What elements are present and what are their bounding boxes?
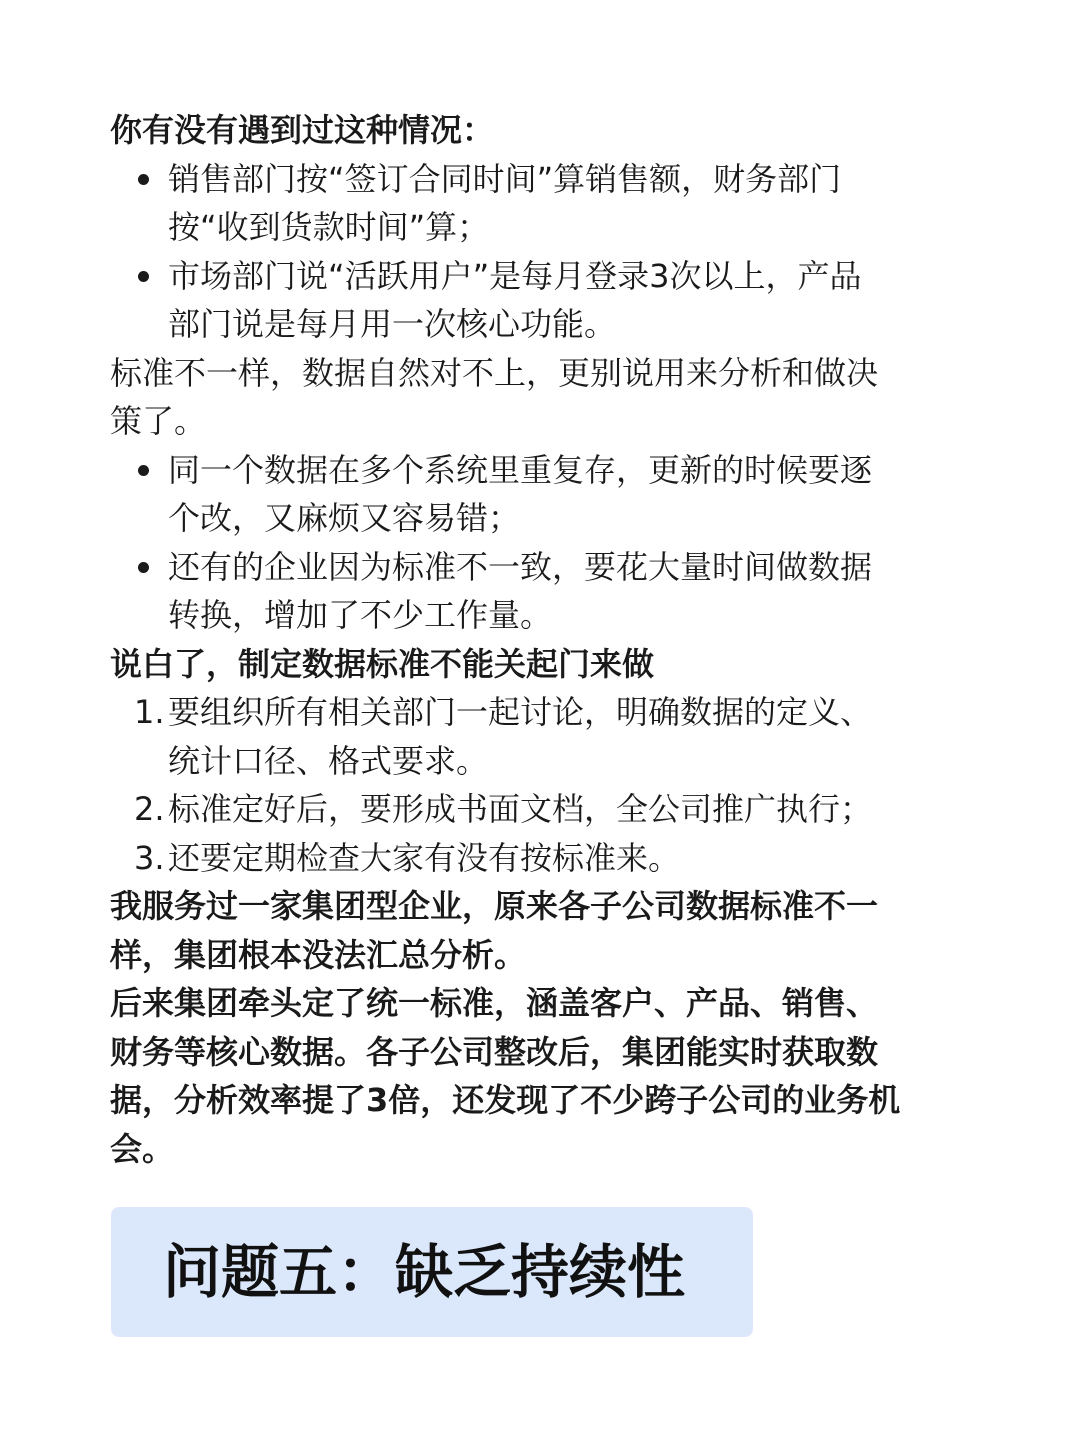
numbered-text-continued: 统计口径、格式要求。 xyxy=(168,741,489,780)
bullet-dot-icon xyxy=(138,465,149,476)
case-paragraph: 我服务过一家集团型企业，原来各子公司数据标准不一 xyxy=(110,887,879,925)
bold-summary: 说白了，制定数据标准不能关起门来做 xyxy=(110,644,655,683)
bullet-text-continued: 部门说是每月用一次核心功能。 xyxy=(168,305,617,343)
bullet-text-continued: 转换，增加了不少工作量。 xyxy=(168,596,553,634)
case-paragraph: 后来集团牵头定了统一标准，涵盖客户、产品、销售、 xyxy=(110,984,879,1022)
bullet-item xyxy=(110,252,990,301)
bullet-item xyxy=(110,446,990,495)
numbered-text: 要组织所有相关部门一起讨论，明确数据的定义、 xyxy=(168,693,873,731)
item-number: 3. xyxy=(134,838,165,877)
intro-heading: 你有没有遇到过这种情况： xyxy=(110,111,495,149)
section-heading: 问题五：缺乏持续性 xyxy=(163,1238,686,1306)
numbered-item xyxy=(110,785,990,834)
numbered-item xyxy=(110,834,990,883)
bullet-text-continued: 个改，又麻烦又容易错； xyxy=(168,499,521,537)
bullet-text: 市场部门说“活跃用户”是每月登录3次以上，产品 xyxy=(168,256,862,295)
numbered-text: 还要定期检查大家有没有按标准来。 xyxy=(168,838,681,877)
case-paragraph-continued: 会。 xyxy=(110,1129,175,1168)
case-paragraph-continued: 财务等核心数据。各子公司整改后，集团能实时获取数 xyxy=(110,1032,879,1071)
numbered-text: 标准定好后，要形成书面文档，全公司推广执行； xyxy=(168,790,873,828)
numbered-item xyxy=(110,688,990,737)
article-body xyxy=(110,106,990,1173)
item-number: 2. xyxy=(134,790,165,828)
item-number: 1. xyxy=(134,693,165,731)
case-paragraph-continued: 据，分析效率提了3倍，还发现了不少跨子公司的业务机 xyxy=(110,1081,901,1119)
bullet-text: 销售部门按“签订合同时间”算销售额，财务部门 xyxy=(168,159,842,198)
bullet-text-continued: 按“收到货款时间”算； xyxy=(168,208,490,246)
case-paragraph-continued: 样，集团根本没法汇总分析。 xyxy=(110,935,527,974)
section-heading-box xyxy=(111,1207,753,1337)
bullet-text: 同一个数据在多个系统里重复存，更新的时候要逐 xyxy=(168,450,873,489)
bullet-item xyxy=(110,155,990,204)
paragraph-continued: 策了。 xyxy=(110,402,207,440)
bullet-item xyxy=(110,543,990,592)
bullet-dot-icon xyxy=(138,271,149,282)
paragraph: 标准不一样，数据自然对不上，更别说用来分析和做决 xyxy=(110,353,879,392)
bullet-dot-icon xyxy=(138,562,149,573)
bullet-text: 还有的企业因为标准不一致，要花大量时间做数据 xyxy=(168,547,873,586)
bullet-dot-icon xyxy=(138,174,149,185)
